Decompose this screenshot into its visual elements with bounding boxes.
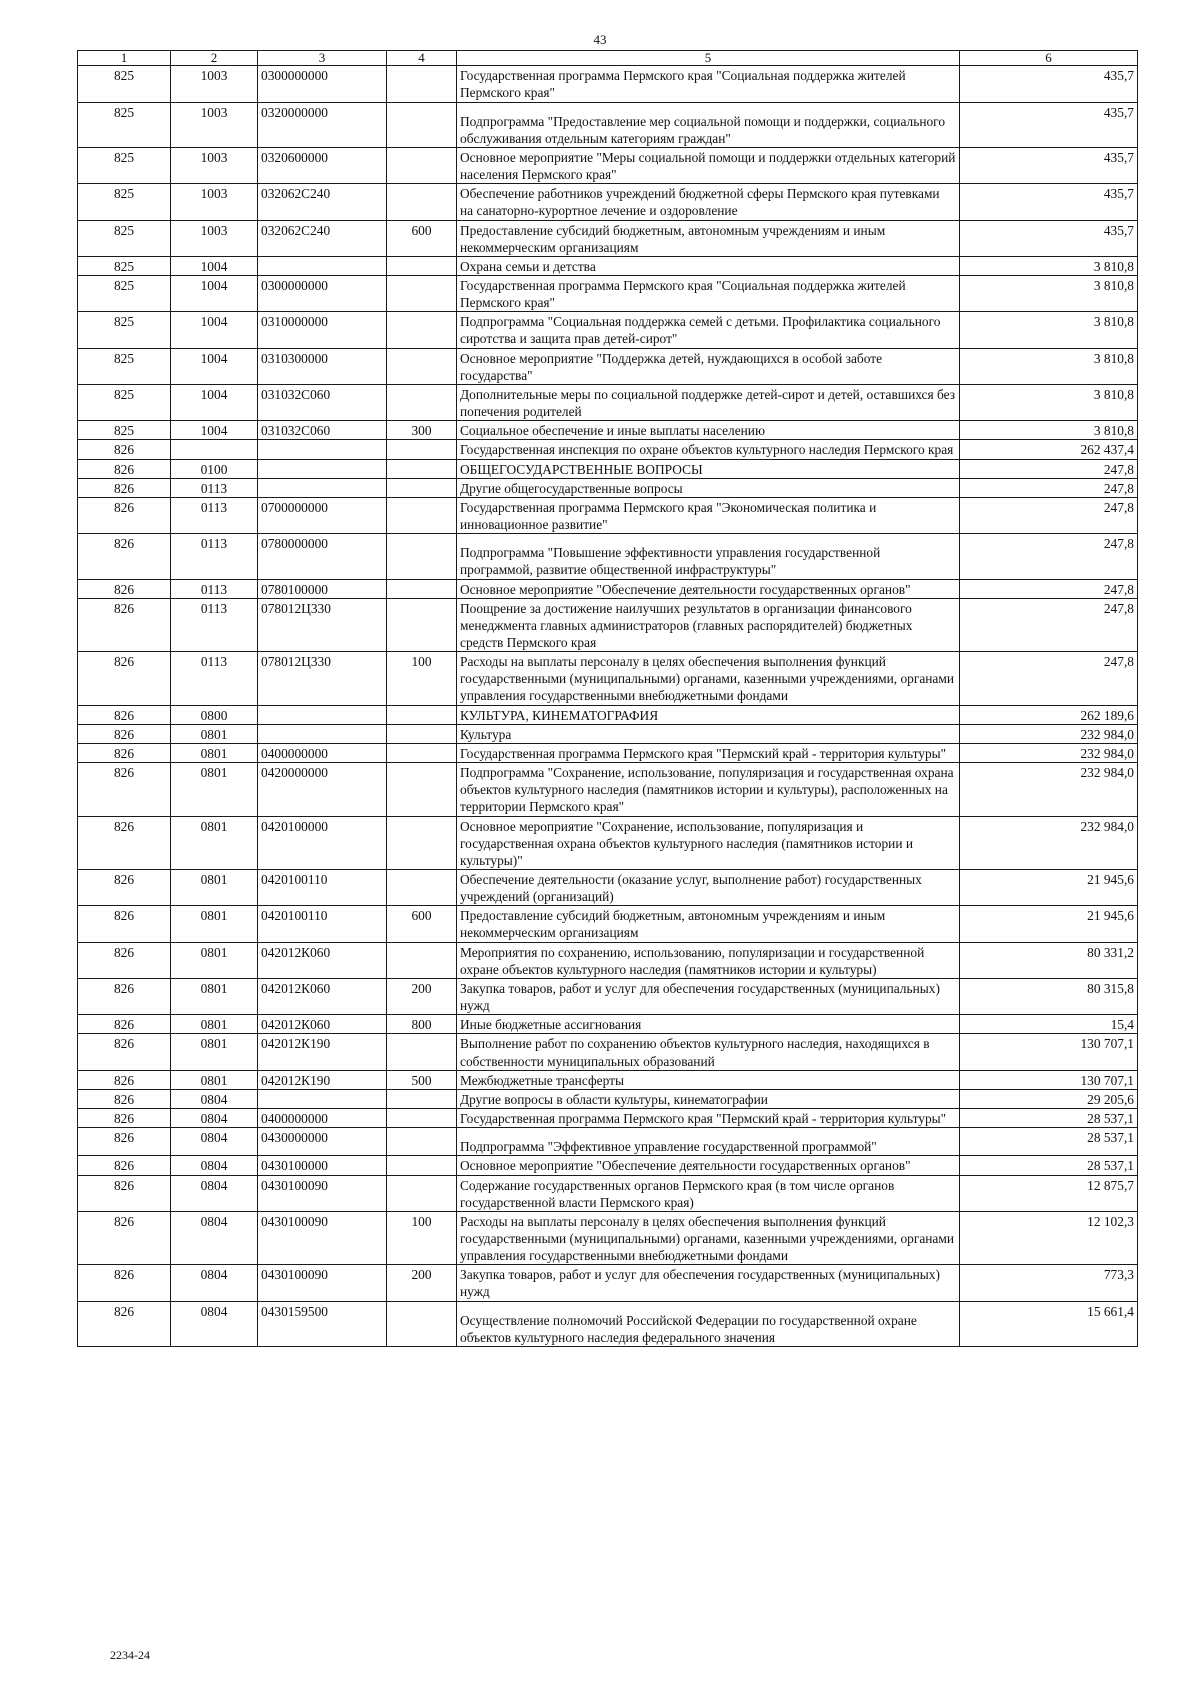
expense-type-cell bbox=[387, 705, 457, 724]
item-name-cell: Государственная программа Пермского края "Экономическая политика и инновационное развитие" bbox=[457, 497, 960, 533]
item-name-cell: Обеспечение деятельности (оказание услуг, выполнение работ) государственных учреждений (организаций) bbox=[457, 870, 960, 906]
expense-type-cell: 200 bbox=[387, 978, 457, 1014]
target-article-cell: 078012Ц330 bbox=[258, 598, 387, 651]
ministry-code-cell: 826 bbox=[78, 1156, 171, 1175]
item-name-cell: ОБЩЕГОСУДАРСТВЕННЫЕ ВОПРОСЫ bbox=[457, 459, 960, 478]
amount-cell: 28 537,1 bbox=[960, 1156, 1138, 1175]
section-code-cell: 1003 bbox=[171, 220, 258, 256]
section-code-cell: 0804 bbox=[171, 1089, 258, 1108]
amount-cell: 262 189,6 bbox=[960, 705, 1138, 724]
item-name-cell: Основное мероприятие "Поддержка детей, нуждающихся в особой заботе государства" bbox=[457, 348, 960, 384]
table-row bbox=[78, 459, 1138, 478]
table-row bbox=[78, 497, 1138, 533]
item-name-cell: Культура bbox=[457, 724, 960, 743]
item-name-cell: Основное мероприятие "Обеспечение деятельности государственных органов" bbox=[457, 579, 960, 598]
expense-type-cell bbox=[387, 598, 457, 651]
target-article-cell: 0420000000 bbox=[258, 763, 387, 816]
table-row bbox=[78, 220, 1138, 256]
target-article-cell: 0420100110 bbox=[258, 870, 387, 906]
table-row bbox=[78, 1034, 1138, 1070]
expense-type-cell: 600 bbox=[387, 906, 457, 942]
section-code-cell: 0801 bbox=[171, 763, 258, 816]
amount-cell: 130 707,1 bbox=[960, 1070, 1138, 1089]
table-row bbox=[78, 870, 1138, 906]
table-row bbox=[78, 816, 1138, 869]
item-name-cell: Закупка товаров, работ и услуг для обеспечения государственных (муниципальных) нужд bbox=[457, 1265, 960, 1301]
ministry-code-cell: 825 bbox=[78, 348, 171, 384]
ministry-code-cell: 826 bbox=[78, 743, 171, 762]
target-article-cell: 0320000000 bbox=[258, 102, 387, 147]
expense-type-cell: 300 bbox=[387, 421, 457, 440]
ministry-code-cell: 825 bbox=[78, 102, 171, 147]
table-row bbox=[78, 384, 1138, 420]
target-article-cell: 031032С060 bbox=[258, 384, 387, 420]
section-code-cell: 1004 bbox=[171, 276, 258, 312]
target-article-cell: 078012Ц330 bbox=[258, 652, 387, 705]
section-code-cell: 0801 bbox=[171, 816, 258, 869]
item-name-cell: Государственная программа Пермского края "Социальная поддержка жителей Пермского края" bbox=[457, 66, 960, 102]
table-row bbox=[78, 652, 1138, 705]
ministry-code-cell: 826 bbox=[78, 724, 171, 743]
amount-cell: 247,8 bbox=[960, 478, 1138, 497]
expense-type-cell bbox=[387, 1156, 457, 1175]
table-row bbox=[78, 1265, 1138, 1301]
expense-type-cell: 500 bbox=[387, 1070, 457, 1089]
table-row bbox=[78, 102, 1138, 147]
table-row bbox=[78, 147, 1138, 183]
target-article-cell bbox=[258, 724, 387, 743]
column-header: 3 bbox=[258, 51, 387, 66]
table-row bbox=[78, 598, 1138, 651]
section-code-cell: 0113 bbox=[171, 478, 258, 497]
ministry-code-cell: 826 bbox=[78, 1070, 171, 1089]
expense-type-cell bbox=[387, 440, 457, 459]
target-article-cell: 0310300000 bbox=[258, 348, 387, 384]
ministry-code-cell: 825 bbox=[78, 384, 171, 420]
ministry-code-cell: 826 bbox=[78, 906, 171, 942]
item-name-cell: Содержание государственных органов Пермского края (в том числе органов государственной власти Пермского края) bbox=[457, 1175, 960, 1211]
amount-cell: 232 984,0 bbox=[960, 816, 1138, 869]
table-row bbox=[78, 1211, 1138, 1264]
table-row bbox=[78, 1070, 1138, 1089]
section-code-cell: 0113 bbox=[171, 497, 258, 533]
section-code-cell: 0113 bbox=[171, 534, 258, 579]
item-name-cell: Охрана семьи и детства bbox=[457, 256, 960, 275]
table-row bbox=[78, 763, 1138, 816]
amount-cell: 3 810,8 bbox=[960, 421, 1138, 440]
target-article-cell: 0310000000 bbox=[258, 312, 387, 348]
expense-type-cell bbox=[387, 348, 457, 384]
amount-cell: 435,7 bbox=[960, 147, 1138, 183]
ministry-code-cell: 826 bbox=[78, 978, 171, 1014]
item-name-cell: Подпрограмма "Сохранение, использование, популяризация и государственная охрана объектов культурного наследия (памятников истории и культуры), расположенных на территории Пермского края" bbox=[457, 763, 960, 816]
column-header: 5 bbox=[457, 51, 960, 66]
table-row bbox=[78, 1175, 1138, 1211]
amount-cell: 247,8 bbox=[960, 534, 1138, 579]
expense-type-cell bbox=[387, 1175, 457, 1211]
section-code-cell: 0801 bbox=[171, 906, 258, 942]
section-code-cell: 0801 bbox=[171, 942, 258, 978]
ministry-code-cell: 825 bbox=[78, 147, 171, 183]
table-row bbox=[78, 348, 1138, 384]
expense-type-cell bbox=[387, 1034, 457, 1070]
amount-cell: 247,8 bbox=[960, 497, 1138, 533]
item-name-cell: Осуществление полномочий Российской Федерации по государственной охране объектов культурного наследия федерального значения bbox=[457, 1301, 960, 1346]
section-code-cell: 0804 bbox=[171, 1211, 258, 1264]
item-name-cell: Подпрограмма "Социальная поддержка семей с детьми. Профилактика социального сиротства и защита прав детей-сирот" bbox=[457, 312, 960, 348]
amount-cell: 247,8 bbox=[960, 579, 1138, 598]
item-name-cell: Основное мероприятие "Меры социальной помощи и поддержки отдельных категорий населения Пермского края" bbox=[457, 147, 960, 183]
item-name-cell: Расходы на выплаты персоналу в целях обеспечения выполнения функций государственными (муниципальными) органами, казенными учреждениями, органами управления государственными внебюджетными фондами bbox=[457, 1211, 960, 1264]
section-code-cell: 0801 bbox=[171, 870, 258, 906]
expense-type-cell: 100 bbox=[387, 652, 457, 705]
budget-table bbox=[77, 50, 1138, 1347]
table-header-row bbox=[78, 51, 1138, 66]
target-article-cell: 0420100000 bbox=[258, 816, 387, 869]
section-code-cell: 0800 bbox=[171, 705, 258, 724]
amount-cell: 232 984,0 bbox=[960, 743, 1138, 762]
item-name-cell: Иные бюджетные ассигнования bbox=[457, 1015, 960, 1034]
item-name-cell: КУЛЬТУРА, КИНЕМАТОГРАФИЯ bbox=[457, 705, 960, 724]
item-name-cell: Подпрограмма "Предоставление мер социальной помощи и поддержки, социального обслуживания отдельным категориям граждан" bbox=[457, 102, 960, 147]
expense-type-cell bbox=[387, 816, 457, 869]
expense-type-cell bbox=[387, 763, 457, 816]
table-row bbox=[78, 184, 1138, 220]
target-article-cell: 0780100000 bbox=[258, 579, 387, 598]
ministry-code-cell: 826 bbox=[78, 478, 171, 497]
section-code-cell: 1004 bbox=[171, 256, 258, 275]
item-name-cell: Обеспечение работников учреждений бюджетной сферы Пермского края путевками на санаторно-курортное лечение и оздоровление bbox=[457, 184, 960, 220]
target-article-cell: 032062С240 bbox=[258, 184, 387, 220]
table-row bbox=[78, 256, 1138, 275]
target-article-cell: 0430159500 bbox=[258, 1301, 387, 1346]
ministry-code-cell: 826 bbox=[78, 652, 171, 705]
expense-type-cell bbox=[387, 579, 457, 598]
section-code-cell bbox=[171, 440, 258, 459]
section-code-cell: 0100 bbox=[171, 459, 258, 478]
ministry-code-cell: 826 bbox=[78, 942, 171, 978]
amount-cell: 3 810,8 bbox=[960, 256, 1138, 275]
section-code-cell: 0113 bbox=[171, 579, 258, 598]
table-row bbox=[78, 1089, 1138, 1108]
item-name-cell: Закупка товаров, работ и услуг для обеспечения государственных (муниципальных) нужд bbox=[457, 978, 960, 1014]
expense-type-cell: 100 bbox=[387, 1211, 457, 1264]
expense-type-cell bbox=[387, 459, 457, 478]
ministry-code-cell: 825 bbox=[78, 421, 171, 440]
section-code-cell: 1004 bbox=[171, 421, 258, 440]
amount-cell: 28 537,1 bbox=[960, 1109, 1138, 1128]
expense-type-cell bbox=[387, 1301, 457, 1346]
item-name-cell: Другие общегосударственные вопросы bbox=[457, 478, 960, 497]
target-article-cell bbox=[258, 705, 387, 724]
expense-type-cell: 600 bbox=[387, 220, 457, 256]
ministry-code-cell: 825 bbox=[78, 184, 171, 220]
expense-type-cell bbox=[387, 384, 457, 420]
target-article-cell: 0400000000 bbox=[258, 1109, 387, 1128]
section-code-cell: 1003 bbox=[171, 147, 258, 183]
amount-cell: 12 875,7 bbox=[960, 1175, 1138, 1211]
table-row bbox=[78, 906, 1138, 942]
ministry-code-cell: 826 bbox=[78, 459, 171, 478]
item-name-cell: Подпрограмма "Эффективное управление государственной программой" bbox=[457, 1128, 960, 1156]
expense-type-cell bbox=[387, 256, 457, 275]
expense-type-cell bbox=[387, 1128, 457, 1156]
expense-type-cell bbox=[387, 497, 457, 533]
ministry-code-cell: 825 bbox=[78, 66, 171, 102]
amount-cell: 262 437,4 bbox=[960, 440, 1138, 459]
amount-cell: 435,7 bbox=[960, 184, 1138, 220]
table-row bbox=[78, 743, 1138, 762]
section-code-cell: 0801 bbox=[171, 1034, 258, 1070]
expense-type-cell bbox=[387, 1089, 457, 1108]
section-code-cell: 0804 bbox=[171, 1156, 258, 1175]
ministry-code-cell: 826 bbox=[78, 1301, 171, 1346]
amount-cell: 247,8 bbox=[960, 459, 1138, 478]
table-row bbox=[78, 1156, 1138, 1175]
ministry-code-cell: 826 bbox=[78, 497, 171, 533]
amount-cell: 80 331,2 bbox=[960, 942, 1138, 978]
section-code-cell: 0113 bbox=[171, 598, 258, 651]
amount-cell: 3 810,8 bbox=[960, 348, 1138, 384]
table-row bbox=[78, 1128, 1138, 1156]
target-article-cell: 0420100110 bbox=[258, 906, 387, 942]
section-code-cell: 0801 bbox=[171, 724, 258, 743]
target-article-cell: 0400000000 bbox=[258, 743, 387, 762]
amount-cell: 3 810,8 bbox=[960, 276, 1138, 312]
item-name-cell: Государственная программа Пермского края "Социальная поддержка жителей Пермского края" bbox=[457, 276, 960, 312]
amount-cell: 3 810,8 bbox=[960, 384, 1138, 420]
item-name-cell: Социальное обеспечение и иные выплаты населению bbox=[457, 421, 960, 440]
amount-cell: 21 945,6 bbox=[960, 870, 1138, 906]
target-article-cell: 042012К060 bbox=[258, 1015, 387, 1034]
target-article-cell: 0320600000 bbox=[258, 147, 387, 183]
amount-cell: 15,4 bbox=[960, 1015, 1138, 1034]
amount-cell: 15 661,4 bbox=[960, 1301, 1138, 1346]
target-article-cell: 042012К190 bbox=[258, 1034, 387, 1070]
target-article-cell: 0430100000 bbox=[258, 1156, 387, 1175]
expense-type-cell: 800 bbox=[387, 1015, 457, 1034]
table-row bbox=[78, 942, 1138, 978]
item-name-cell: Основное мероприятие "Сохранение, использование, популяризация и государственная охрана объектов культурного наследия (памятников истории и культуры)" bbox=[457, 816, 960, 869]
ministry-code-cell: 826 bbox=[78, 1175, 171, 1211]
section-code-cell: 0801 bbox=[171, 978, 258, 1014]
target-article-cell: 0430000000 bbox=[258, 1128, 387, 1156]
target-article-cell: 042012К190 bbox=[258, 1070, 387, 1089]
column-header: 1 bbox=[78, 51, 171, 66]
item-name-cell: Межбюджетные трансферты bbox=[457, 1070, 960, 1089]
ministry-code-cell: 826 bbox=[78, 870, 171, 906]
section-code-cell: 0804 bbox=[171, 1301, 258, 1346]
target-article-cell bbox=[258, 1089, 387, 1108]
table-row bbox=[78, 478, 1138, 497]
expense-type-cell bbox=[387, 534, 457, 579]
ministry-code-cell: 826 bbox=[78, 1034, 171, 1070]
amount-cell: 28 537,1 bbox=[960, 1128, 1138, 1156]
amount-cell: 435,7 bbox=[960, 102, 1138, 147]
ministry-code-cell: 826 bbox=[78, 705, 171, 724]
ministry-code-cell: 826 bbox=[78, 440, 171, 459]
target-article-cell bbox=[258, 478, 387, 497]
table-row bbox=[78, 312, 1138, 348]
target-article-cell: 0700000000 bbox=[258, 497, 387, 533]
item-name-cell: Предоставление субсидий бюджетным, автономным учреждениям и иным некоммерческим организациям bbox=[457, 906, 960, 942]
expense-type-cell: 200 bbox=[387, 1265, 457, 1301]
section-code-cell: 1003 bbox=[171, 102, 258, 147]
item-name-cell: Дополнительные меры по социальной поддержке детей-сирот и детей, оставшихся без попечения родителей bbox=[457, 384, 960, 420]
amount-cell: 435,7 bbox=[960, 220, 1138, 256]
amount-cell: 12 102,3 bbox=[960, 1211, 1138, 1264]
table-row bbox=[78, 1109, 1138, 1128]
section-code-cell: 1003 bbox=[171, 66, 258, 102]
amount-cell: 247,8 bbox=[960, 598, 1138, 651]
target-article-cell: 042012К060 bbox=[258, 942, 387, 978]
section-code-cell: 1004 bbox=[171, 348, 258, 384]
section-code-cell: 0804 bbox=[171, 1128, 258, 1156]
target-article-cell: 0780000000 bbox=[258, 534, 387, 579]
ministry-code-cell: 825 bbox=[78, 312, 171, 348]
expense-type-cell bbox=[387, 66, 457, 102]
expense-type-cell bbox=[387, 312, 457, 348]
section-code-cell: 0801 bbox=[171, 1070, 258, 1089]
target-article-cell: 0430100090 bbox=[258, 1211, 387, 1264]
expense-type-cell bbox=[387, 724, 457, 743]
table-row bbox=[78, 1015, 1138, 1034]
table-body bbox=[78, 66, 1138, 1347]
target-article-cell: 042012К060 bbox=[258, 978, 387, 1014]
ministry-code-cell: 826 bbox=[78, 598, 171, 651]
expense-type-cell bbox=[387, 743, 457, 762]
item-name-cell: Другие вопросы в области культуры, кинематографии bbox=[457, 1089, 960, 1108]
section-code-cell: 1003 bbox=[171, 184, 258, 220]
table-row bbox=[78, 276, 1138, 312]
ministry-code-cell: 826 bbox=[78, 763, 171, 816]
target-article-cell: 0300000000 bbox=[258, 276, 387, 312]
table-row bbox=[78, 534, 1138, 579]
table-row bbox=[78, 705, 1138, 724]
column-header: 6 bbox=[960, 51, 1138, 66]
item-name-cell: Государственная программа Пермского края "Пермский край - территория культуры" bbox=[457, 743, 960, 762]
ministry-code-cell: 825 bbox=[78, 256, 171, 275]
item-name-cell: Выполнение работ по сохранению объектов культурного наследия, находящихся в собственности муниципальных образований bbox=[457, 1034, 960, 1070]
amount-cell: 29 205,6 bbox=[960, 1089, 1138, 1108]
expense-type-cell bbox=[387, 942, 457, 978]
table-row bbox=[78, 1301, 1138, 1346]
expense-type-cell bbox=[387, 276, 457, 312]
amount-cell: 232 984,0 bbox=[960, 763, 1138, 816]
item-name-cell: Государственная инспекция по охране объектов культурного наследия Пермского края bbox=[457, 440, 960, 459]
amount-cell: 3 810,8 bbox=[960, 312, 1138, 348]
ministry-code-cell: 826 bbox=[78, 816, 171, 869]
expense-type-cell bbox=[387, 1109, 457, 1128]
target-article-cell bbox=[258, 459, 387, 478]
table-row bbox=[78, 421, 1138, 440]
table-row bbox=[78, 440, 1138, 459]
table-row bbox=[78, 66, 1138, 102]
ministry-code-cell: 826 bbox=[78, 1128, 171, 1156]
amount-cell: 435,7 bbox=[960, 66, 1138, 102]
item-name-cell: Мероприятия по сохранению, использованию, популяризации и государственной охране объектов культурного наследия (памятников истории и культуры) bbox=[457, 942, 960, 978]
ministry-code-cell: 826 bbox=[78, 1265, 171, 1301]
amount-cell: 130 707,1 bbox=[960, 1034, 1138, 1070]
amount-cell: 21 945,6 bbox=[960, 906, 1138, 942]
item-name-cell: Государственная программа Пермского края "Пермский край - территория культуры" bbox=[457, 1109, 960, 1128]
ministry-code-cell: 825 bbox=[78, 276, 171, 312]
section-code-cell: 0804 bbox=[171, 1109, 258, 1128]
item-name-cell: Поощрение за достижение наилучших результатов в организации финансового менеджмента главных администраторов (главных распорядителей) бюджетных средств Пермского края bbox=[457, 598, 960, 651]
target-article-cell: 0430100090 bbox=[258, 1175, 387, 1211]
ministry-code-cell: 826 bbox=[78, 579, 171, 598]
table-row bbox=[78, 724, 1138, 743]
amount-cell: 773,3 bbox=[960, 1265, 1138, 1301]
table-row bbox=[78, 579, 1138, 598]
target-article-cell: 0430100090 bbox=[258, 1265, 387, 1301]
section-code-cell: 0113 bbox=[171, 652, 258, 705]
target-article-cell: 0300000000 bbox=[258, 66, 387, 102]
target-article-cell: 031032С060 bbox=[258, 421, 387, 440]
section-code-cell: 1004 bbox=[171, 384, 258, 420]
expense-type-cell bbox=[387, 147, 457, 183]
section-code-cell: 1004 bbox=[171, 312, 258, 348]
column-header: 4 bbox=[387, 51, 457, 66]
ministry-code-cell: 826 bbox=[78, 1211, 171, 1264]
section-code-cell: 0801 bbox=[171, 743, 258, 762]
target-article-cell bbox=[258, 440, 387, 459]
ministry-code-cell: 826 bbox=[78, 1089, 171, 1108]
section-code-cell: 0804 bbox=[171, 1175, 258, 1211]
section-code-cell: 0804 bbox=[171, 1265, 258, 1301]
item-name-cell: Подпрограмма "Повышение эффективности управления государственной программой, развитие общественной инфраструктуры" bbox=[457, 534, 960, 579]
document-code: 2234-24 bbox=[110, 1648, 150, 1662]
ministry-code-cell: 826 bbox=[78, 534, 171, 579]
target-article-cell bbox=[258, 256, 387, 275]
expense-type-cell bbox=[387, 478, 457, 497]
item-name-cell: Расходы на выплаты персоналу в целях обеспечения выполнения функций государственными (муниципальными) органами, казенными учреждениями, органами управления государственными внебюджетными фондами bbox=[457, 652, 960, 705]
amount-cell: 80 315,8 bbox=[960, 978, 1138, 1014]
ministry-code-cell: 825 bbox=[78, 220, 171, 256]
amount-cell: 232 984,0 bbox=[960, 724, 1138, 743]
expense-type-cell bbox=[387, 184, 457, 220]
page-number: 43 bbox=[593, 32, 607, 47]
ministry-code-cell: 826 bbox=[78, 1015, 171, 1034]
item-name-cell: Предоставление субсидий бюджетным, автономным учреждениям и иным некоммерческим организациям bbox=[457, 220, 960, 256]
target-article-cell: 032062С240 bbox=[258, 220, 387, 256]
item-name-cell: Основное мероприятие "Обеспечение деятельности государственных органов" bbox=[457, 1156, 960, 1175]
section-code-cell: 0801 bbox=[171, 1015, 258, 1034]
ministry-code-cell: 826 bbox=[78, 1109, 171, 1128]
table-row bbox=[78, 978, 1138, 1014]
amount-cell: 247,8 bbox=[960, 652, 1138, 705]
expense-type-cell bbox=[387, 870, 457, 906]
expense-type-cell bbox=[387, 102, 457, 147]
column-header: 2 bbox=[171, 51, 258, 66]
